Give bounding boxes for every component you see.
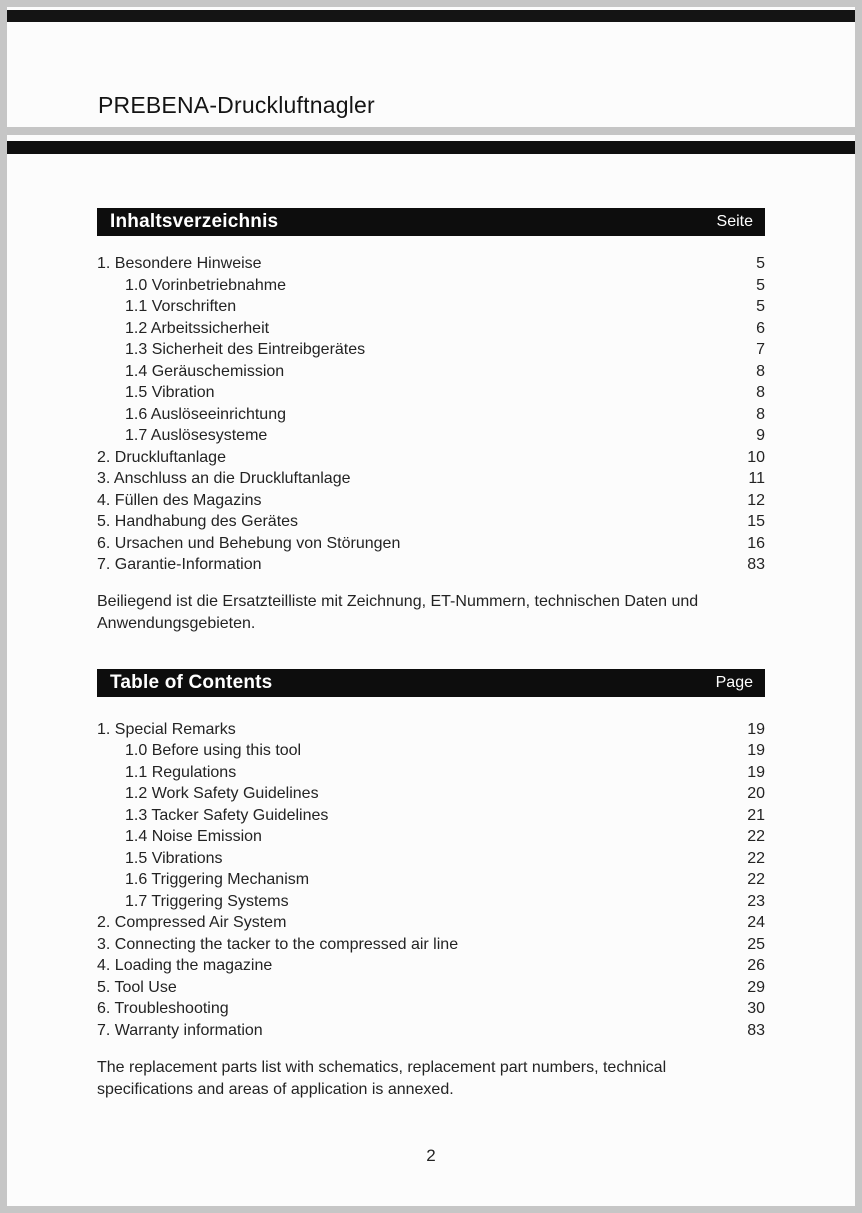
toc-entry-label: 7. Warranty information	[97, 1021, 263, 1039]
toc-entry-label: 1. Special Remarks	[97, 720, 236, 738]
toc-entry-label: 3. Connecting the tacker to the compressed air line	[97, 935, 459, 953]
toc-entry-label: 1.3 Sicherheit des Eintreibgerätes	[125, 341, 366, 358]
toc-entry-page: 19	[747, 720, 765, 738]
toc-entry-label: 6. Ursachen und Behebung von Störungen	[97, 534, 401, 552]
toc-section-english	[97, 669, 765, 1102]
toc-entry-label: 1.5 Vibrations	[125, 849, 223, 867]
toc-entry-page: 23	[747, 892, 765, 910]
toc-entry	[97, 361, 765, 383]
toc-header-page-label-german: Seite	[716, 213, 753, 230]
toc-entry-label: 1.6 Auslöseeinrichtung	[125, 405, 286, 423]
toc-entry-label: 1.1 Regulations	[125, 763, 237, 781]
toc-entry-page: 19	[747, 763, 765, 781]
toc-note-german: Beiliegend ist die Ersatzteilliste mit Zeichnung, ET-Nummern, technischen Daten und Anwendungsgebieten.	[97, 592, 699, 632]
toc-entry-label: 1.1 Vorschriften	[125, 298, 237, 315]
toc-entry	[97, 318, 765, 340]
toc-entry	[97, 805, 765, 827]
toc-entry	[97, 533, 765, 555]
toc-entry	[97, 253, 765, 275]
page-number: 2	[426, 1146, 436, 1165]
toc-entry	[97, 826, 765, 848]
toc-entry-page: 5	[756, 298, 765, 315]
toc-entry-label: 1. Besondere Hinweise	[97, 255, 262, 272]
toc-entry-page: 8	[756, 362, 765, 380]
toc-entry-label: 1.7 Triggering Systems	[125, 892, 289, 910]
toc-entry	[97, 848, 765, 870]
toc-entry-label: 7. Garantie-Information	[97, 556, 262, 573]
toc-entry	[97, 955, 765, 977]
toc-entry-page: 11	[748, 470, 765, 487]
toc-header-title-english: Table of Contents	[110, 671, 273, 693]
toc-entry-label: 1.6 Triggering Mechanism	[125, 871, 310, 888]
toc-entry-label: 4. Loading the magazine	[97, 957, 273, 974]
toc-entry	[97, 511, 765, 533]
toc-entry-page: 20	[747, 785, 765, 802]
toc-entry-page: 21	[747, 806, 765, 824]
toc-header-bar-english	[97, 669, 765, 697]
header-divider-gray	[7, 127, 855, 135]
toc-entry-page: 83	[747, 556, 765, 573]
toc-header-bar-german	[97, 208, 765, 236]
toc-entry-label: 1.5 Vibration	[125, 384, 215, 401]
document-page	[7, 7, 855, 1206]
toc-entry	[97, 296, 765, 318]
toc-entry	[97, 275, 765, 297]
toc-entry	[97, 998, 765, 1020]
toc-entry	[97, 783, 765, 805]
toc-entry-page: 83	[747, 1021, 765, 1039]
toc-entry-page: 6	[756, 319, 765, 337]
toc-entry-label: 5. Tool Use	[97, 978, 177, 996]
toc-entry-page: 22	[747, 871, 765, 888]
toc-entry	[97, 468, 765, 490]
toc-entry-page: 5	[756, 276, 765, 294]
toc-entry	[97, 490, 765, 512]
toc-entry	[97, 404, 765, 426]
toc-entry-page: 22	[747, 849, 765, 867]
toc-entry-label: 2. Druckluftanlage	[97, 448, 226, 466]
toc-section-german	[97, 208, 765, 635]
toc-entry	[97, 912, 765, 934]
page-content	[97, 208, 765, 1101]
toc-entry	[97, 447, 765, 469]
toc-entry	[97, 762, 765, 784]
toc-entry-label: 1.2 Arbeitssicherheit	[125, 319, 270, 337]
toc-entry	[97, 339, 765, 361]
toc-entry-label: 1.0 Vorinbetriebnahme	[125, 276, 286, 294]
toc-entry-page: 26	[747, 957, 765, 974]
toc-entry-label: 6. Troubleshooting	[97, 1000, 229, 1017]
page-title: PREBENA-Druckluftnagler	[98, 92, 375, 118]
toc-entry-page: 7	[756, 341, 765, 358]
toc-entry-label: 5. Handhabung des Gerätes	[97, 513, 299, 530]
toc-entry-page: 15	[747, 513, 765, 530]
toc-entry-page: 29	[747, 978, 765, 996]
toc-entry	[97, 425, 765, 447]
toc-entry-page: 22	[747, 828, 765, 845]
toc-entry-page: 25	[747, 935, 765, 953]
toc-list-english	[97, 719, 765, 1042]
toc-entry-page: 8	[756, 384, 765, 401]
toc-entry	[97, 719, 765, 741]
toc-list-german	[97, 253, 765, 576]
toc-entry	[97, 869, 765, 891]
toc-entry-page: 12	[747, 491, 765, 509]
toc-entry-page: 5	[756, 255, 765, 272]
toc-entry-label: 1.0 Before using this tool	[125, 742, 302, 759]
toc-entry-label: 1.2 Work Safety Guidelines	[125, 785, 319, 802]
toc-header-page-label-english: Page	[715, 673, 753, 691]
toc-entry-page: 16	[747, 534, 765, 552]
toc-entry-page: 30	[747, 1000, 765, 1017]
toc-entry-page: 19	[747, 742, 765, 759]
toc-entry	[97, 382, 765, 404]
toc-entry	[97, 740, 765, 762]
toc-entry-label: 2. Compressed Air System	[97, 914, 287, 931]
toc-entry	[97, 891, 765, 913]
toc-entry-page: 9	[756, 427, 765, 444]
toc-entry-label: 1.7 Auslösesysteme	[125, 427, 268, 444]
toc-header-title-german: Inhaltsverzeichnis	[110, 211, 279, 232]
toc-entry	[97, 554, 765, 576]
top-rule	[7, 10, 855, 22]
toc-entry	[97, 1020, 765, 1042]
toc-entry-label: 1.4 Geräuschemission	[125, 362, 285, 380]
toc-entry-label: 1.3 Tacker Safety Guidelines	[125, 806, 329, 824]
toc-entry-page: 10	[747, 448, 765, 466]
toc-entry-page: 24	[747, 914, 765, 931]
toc-entry-label: 1.4 Noise Emission	[125, 828, 262, 845]
toc-note-english: The replacement parts list with schematics, replacement part numbers, technical specifications and areas of application is annexed.	[97, 1059, 667, 1098]
header-divider-black	[7, 141, 855, 154]
toc-entry-label: 4. Füllen des Magazins	[97, 491, 262, 509]
toc-entry	[97, 977, 765, 999]
toc-entry-label: 3. Anschluss an die Druckluftanlage	[97, 470, 351, 487]
toc-entry-page: 8	[756, 405, 765, 423]
toc-entry	[97, 934, 765, 956]
